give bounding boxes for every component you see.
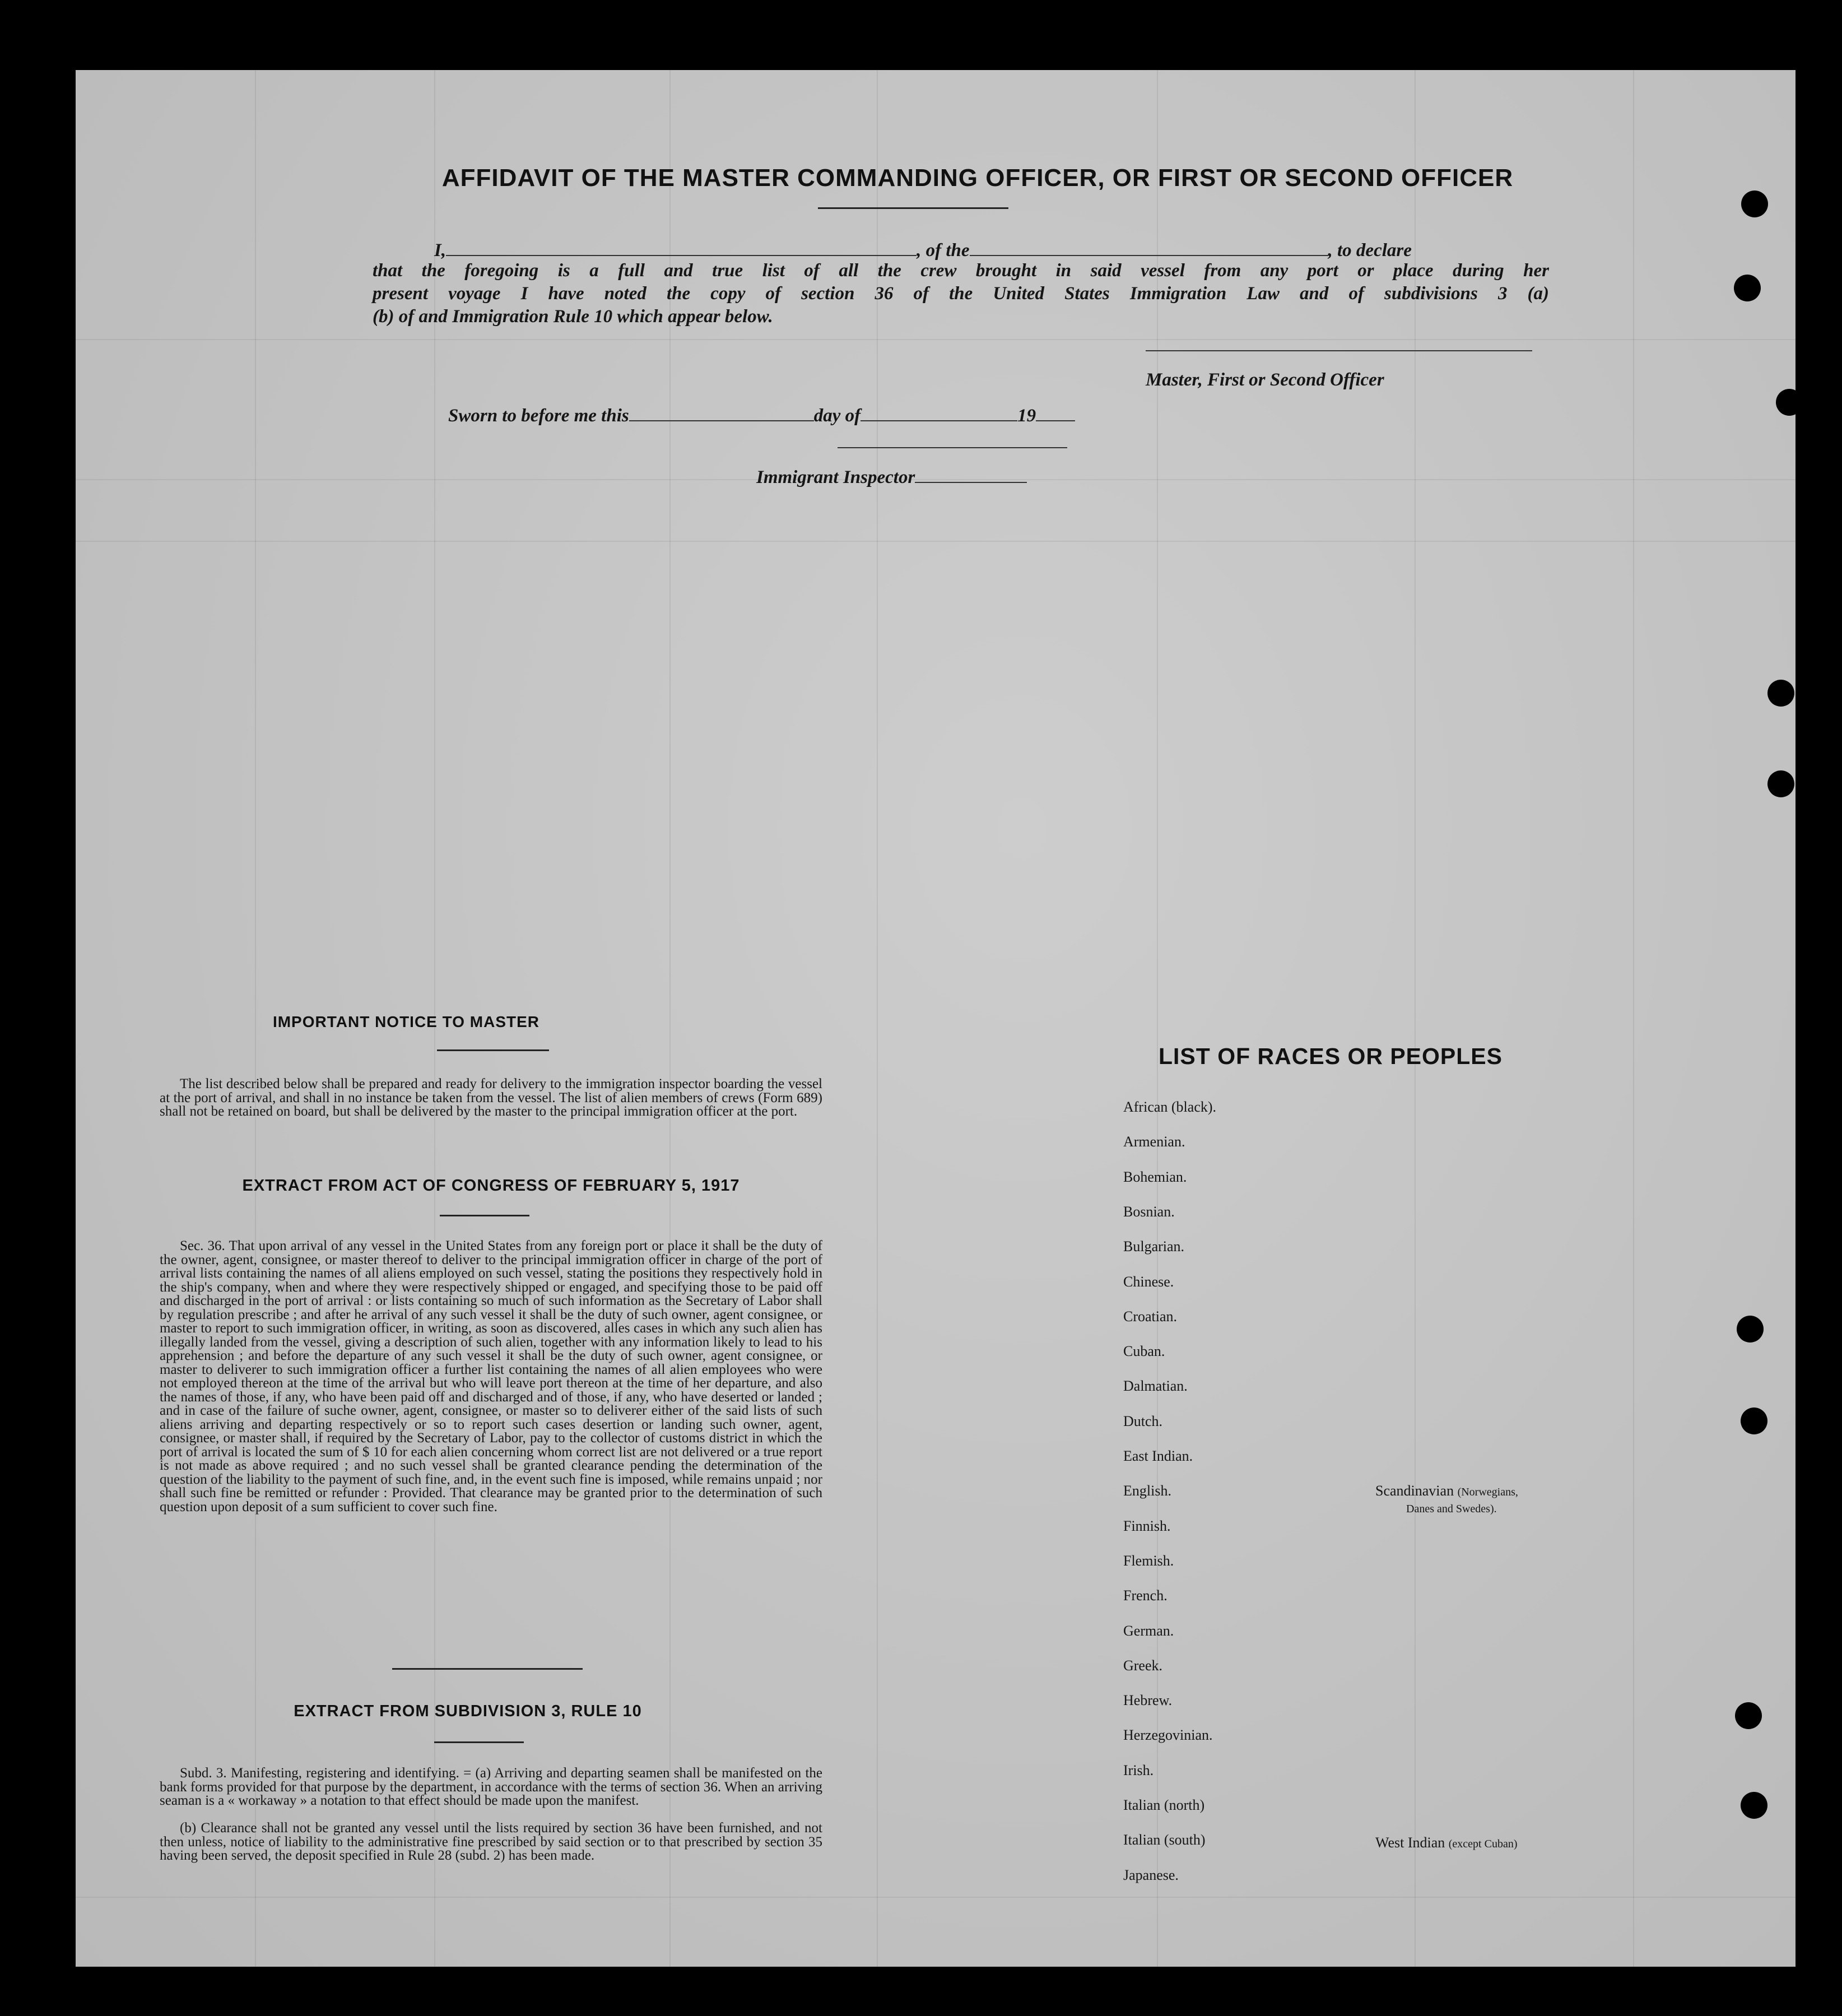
inspector-label: Immigrant Inspector (756, 467, 915, 487)
race-item: Danes and Swedes). (1406, 1503, 1497, 1516)
race-item: Bulgarian. (1123, 1238, 1185, 1255)
race-item: East Indian. (1123, 1448, 1193, 1464)
act-divider (440, 1215, 529, 1216)
bleed-through-line (76, 339, 1796, 340)
race-item: English. (1123, 1483, 1171, 1499)
punch-hole (1737, 1316, 1764, 1343)
race-item: West Indian (except Cuban) (1375, 1834, 1518, 1851)
name-blank[interactable] (446, 238, 917, 256)
race-item: Armenian. (1123, 1134, 1185, 1150)
affidavit-line1-start: I, (434, 240, 446, 261)
race-item: Hebrew. (1123, 1692, 1173, 1709)
sworn-label: Sworn to before me this (448, 406, 629, 426)
punch-hole (1734, 275, 1761, 301)
punch-hole (1735, 1702, 1762, 1729)
affidavit-line1-end: , to declare (1328, 240, 1412, 261)
notice-heading: IMPORTANT NOTICE TO MASTER (272, 1013, 540, 1030)
punch-hole (1767, 770, 1794, 797)
race-item: Bohemian. (1123, 1168, 1187, 1185)
master-signature-line[interactable] (1146, 350, 1532, 351)
bleed-through-line (1157, 70, 1158, 1967)
bleed-through-line (877, 70, 878, 1967)
act-heading: EXTRACT FROM ACT OF CONGRESS OF FEBRUARY 5, 1917 (242, 1177, 740, 1195)
race-item: Irish. (1123, 1762, 1154, 1778)
sworn-month-blank[interactable] (860, 403, 1017, 421)
race-item-suffix: (except Cuban) (1448, 1838, 1518, 1851)
rule-text-b: (b) Clearance shall not be granted any vessel until the lists required by section 36 have been furnished, and not then unless, notice of liability to the administrative fine prescribed by said section or to that prescribed by section 35 having been served, the deposit specified in Rule 28 (subd. 2) has been made. (160, 1820, 822, 1863)
races-heading: LIST OF RACES OR PEOPLES (1158, 1043, 1503, 1069)
race-item: French. (1123, 1587, 1167, 1604)
rule-text-a: Subd. 3. Manifesting, registering and identifying. = (a) Arriving and departing seamen shall be manifested on the bank forms provided for that purpose by the department, in accordance with the terms of section 36. When an arriving seaman is a « workaway » a notation to that effect should be made upon the manifest. (160, 1766, 822, 1808)
race-item: Japanese. (1123, 1866, 1179, 1883)
race-item: Finnish. (1123, 1517, 1171, 1534)
race-item: Herzegovinian. (1123, 1727, 1213, 1744)
affidavit-title: AFFIDAVIT OF THE MASTER COMMANDING OFFICER, OR FIRST OR SECOND OFFICER (441, 164, 1514, 192)
bleed-through-line (76, 1897, 1796, 1898)
affidavit-line-4: (b) of and Immigration Rule 10 which appear below. (373, 306, 773, 327)
rule-top-divider (392, 1668, 583, 1670)
bleed-through-line (669, 70, 671, 1967)
race-item: African (black). (1123, 1099, 1217, 1115)
bleed-through-line (1415, 70, 1416, 1967)
affidavit-line-2: that the foregoing is a full and true list of all the crew brought in said vessel from any port or place during her (373, 261, 1549, 281)
sworn-day-blank[interactable] (629, 403, 814, 421)
punch-hole (1741, 191, 1768, 217)
bleed-through-line (1633, 70, 1634, 1967)
race-item: Greek. (1123, 1657, 1163, 1674)
race-item: Chinese. (1123, 1273, 1174, 1290)
day-of-label: day of (813, 406, 861, 426)
punch-hole (1741, 1408, 1767, 1434)
bleed-through-line (76, 541, 1796, 542)
sworn-line (448, 403, 1075, 426)
affidavit-line-1 (434, 238, 1555, 261)
race-item: German. (1123, 1622, 1174, 1639)
punch-hole (1741, 1792, 1767, 1819)
document-page (76, 70, 1796, 1967)
affidavit-line1-mid: , of the (917, 240, 970, 261)
year-prefix: 19 (1017, 406, 1036, 426)
race-item: Dalmatian. (1123, 1378, 1188, 1395)
race-item: Bosnian. (1123, 1203, 1175, 1220)
inspector-blank[interactable] (915, 465, 1027, 483)
affidavit-line-3: present voyage I have noted the copy of section 36 of the United States Immigration Law and of subdivisions 3 (a) (373, 284, 1549, 304)
vessel-blank[interactable] (970, 238, 1328, 256)
title-divider (818, 207, 1008, 209)
race-item: Dutch. (1123, 1413, 1163, 1429)
notice-divider (437, 1049, 549, 1051)
rule-divider (434, 1741, 524, 1743)
act-text: Sec. 36. That upon arrival of any vessel in the United States from any foreign port or place it shall be the duty of the owner, agent, consignee, or master thereof to deliver to the principal immigration officer in charge of the port of arrival lists containing the names of all aliens employed on such vessel, stating the positions they respectively hold in the ship's company, when and where they were respectively shipped or engaged, and specifying those to be paid off and discharged in the port of arrival : or lists containing so much of such information as the Secretary of Labor shall by regulation prescribe ; and after he arrival of any such vessel it shall be the duty of such owner, agent consignee, or master to report to such immigration officer, in writing, as soon as discovered, alles cases in which any such alien has illegally landed from the vessel, giving a description of such alien, together with any information likely to lead to his apprehension ; and before the departure of any such vessel it shall be the duty of such owner, agent consignee, or master to deliverer to such immigration officer a further list containing the names of all alien employees who were not employed thereon at the time of the arrival but who will leave port thereon at the time of her departure, and also the names of those, if any, who have been paid off and discharged and of those, if any, who have deserted or landed ; and in case of the failure of suche owner, agent, consignee, or master so to deliverer either of the said lists of such aliens arriving and departing respectively or so to report such cases desertion or landing such owner, agent, consignee, or master shall, if required by the Secretary of Labor, pay to the collector of customs district in which the port of arrival is located the sum of $ 10 for each alien concerning whom correct list are not delivered or a true report is not made as above required ; and no such vessel shall be granted clearance pending the determination of the question of the liability to the payment of such fine, and, in the event such fine is imposed, while remains unpaid ; nor shall such fine be remitted or refunder : Provided. That clearance may be granted prior to the determination of such question upon deposit of a sum sufficient to cover such fine. (160, 1238, 822, 1515)
notice-text: The list described below shall be prepared and ready for delivery to the immigration inspector boarding the vessel at the port of arrival, and shall in no instance be taken from the vessel. The list of alien members of crews (Form 689) shall not be retained on board, but shall be delivered by the master to the principal immigration officer at the port. (160, 1076, 822, 1119)
inspector-line (756, 465, 1027, 488)
race-item: Cuban. (1123, 1343, 1165, 1360)
race-item: Italian (south) (1123, 1832, 1206, 1848)
punch-hole (1776, 389, 1803, 416)
race-item: Scandinavian (Norwegians, (1375, 1483, 1518, 1499)
race-item: Flemish. (1123, 1552, 1174, 1569)
rule-heading: EXTRACT FROM SUBDIVISION 3, RULE 10 (294, 1702, 642, 1720)
punch-hole (1767, 680, 1794, 707)
race-item: Croatian. (1123, 1308, 1178, 1325)
race-item: Italian (north) (1123, 1797, 1205, 1813)
master-signature-label: Master, First or Second Officer (1146, 370, 1384, 390)
punch-hole (1811, 303, 1838, 329)
inspector-signature-line[interactable] (838, 447, 1067, 448)
sworn-year-blank[interactable] (1036, 403, 1075, 421)
